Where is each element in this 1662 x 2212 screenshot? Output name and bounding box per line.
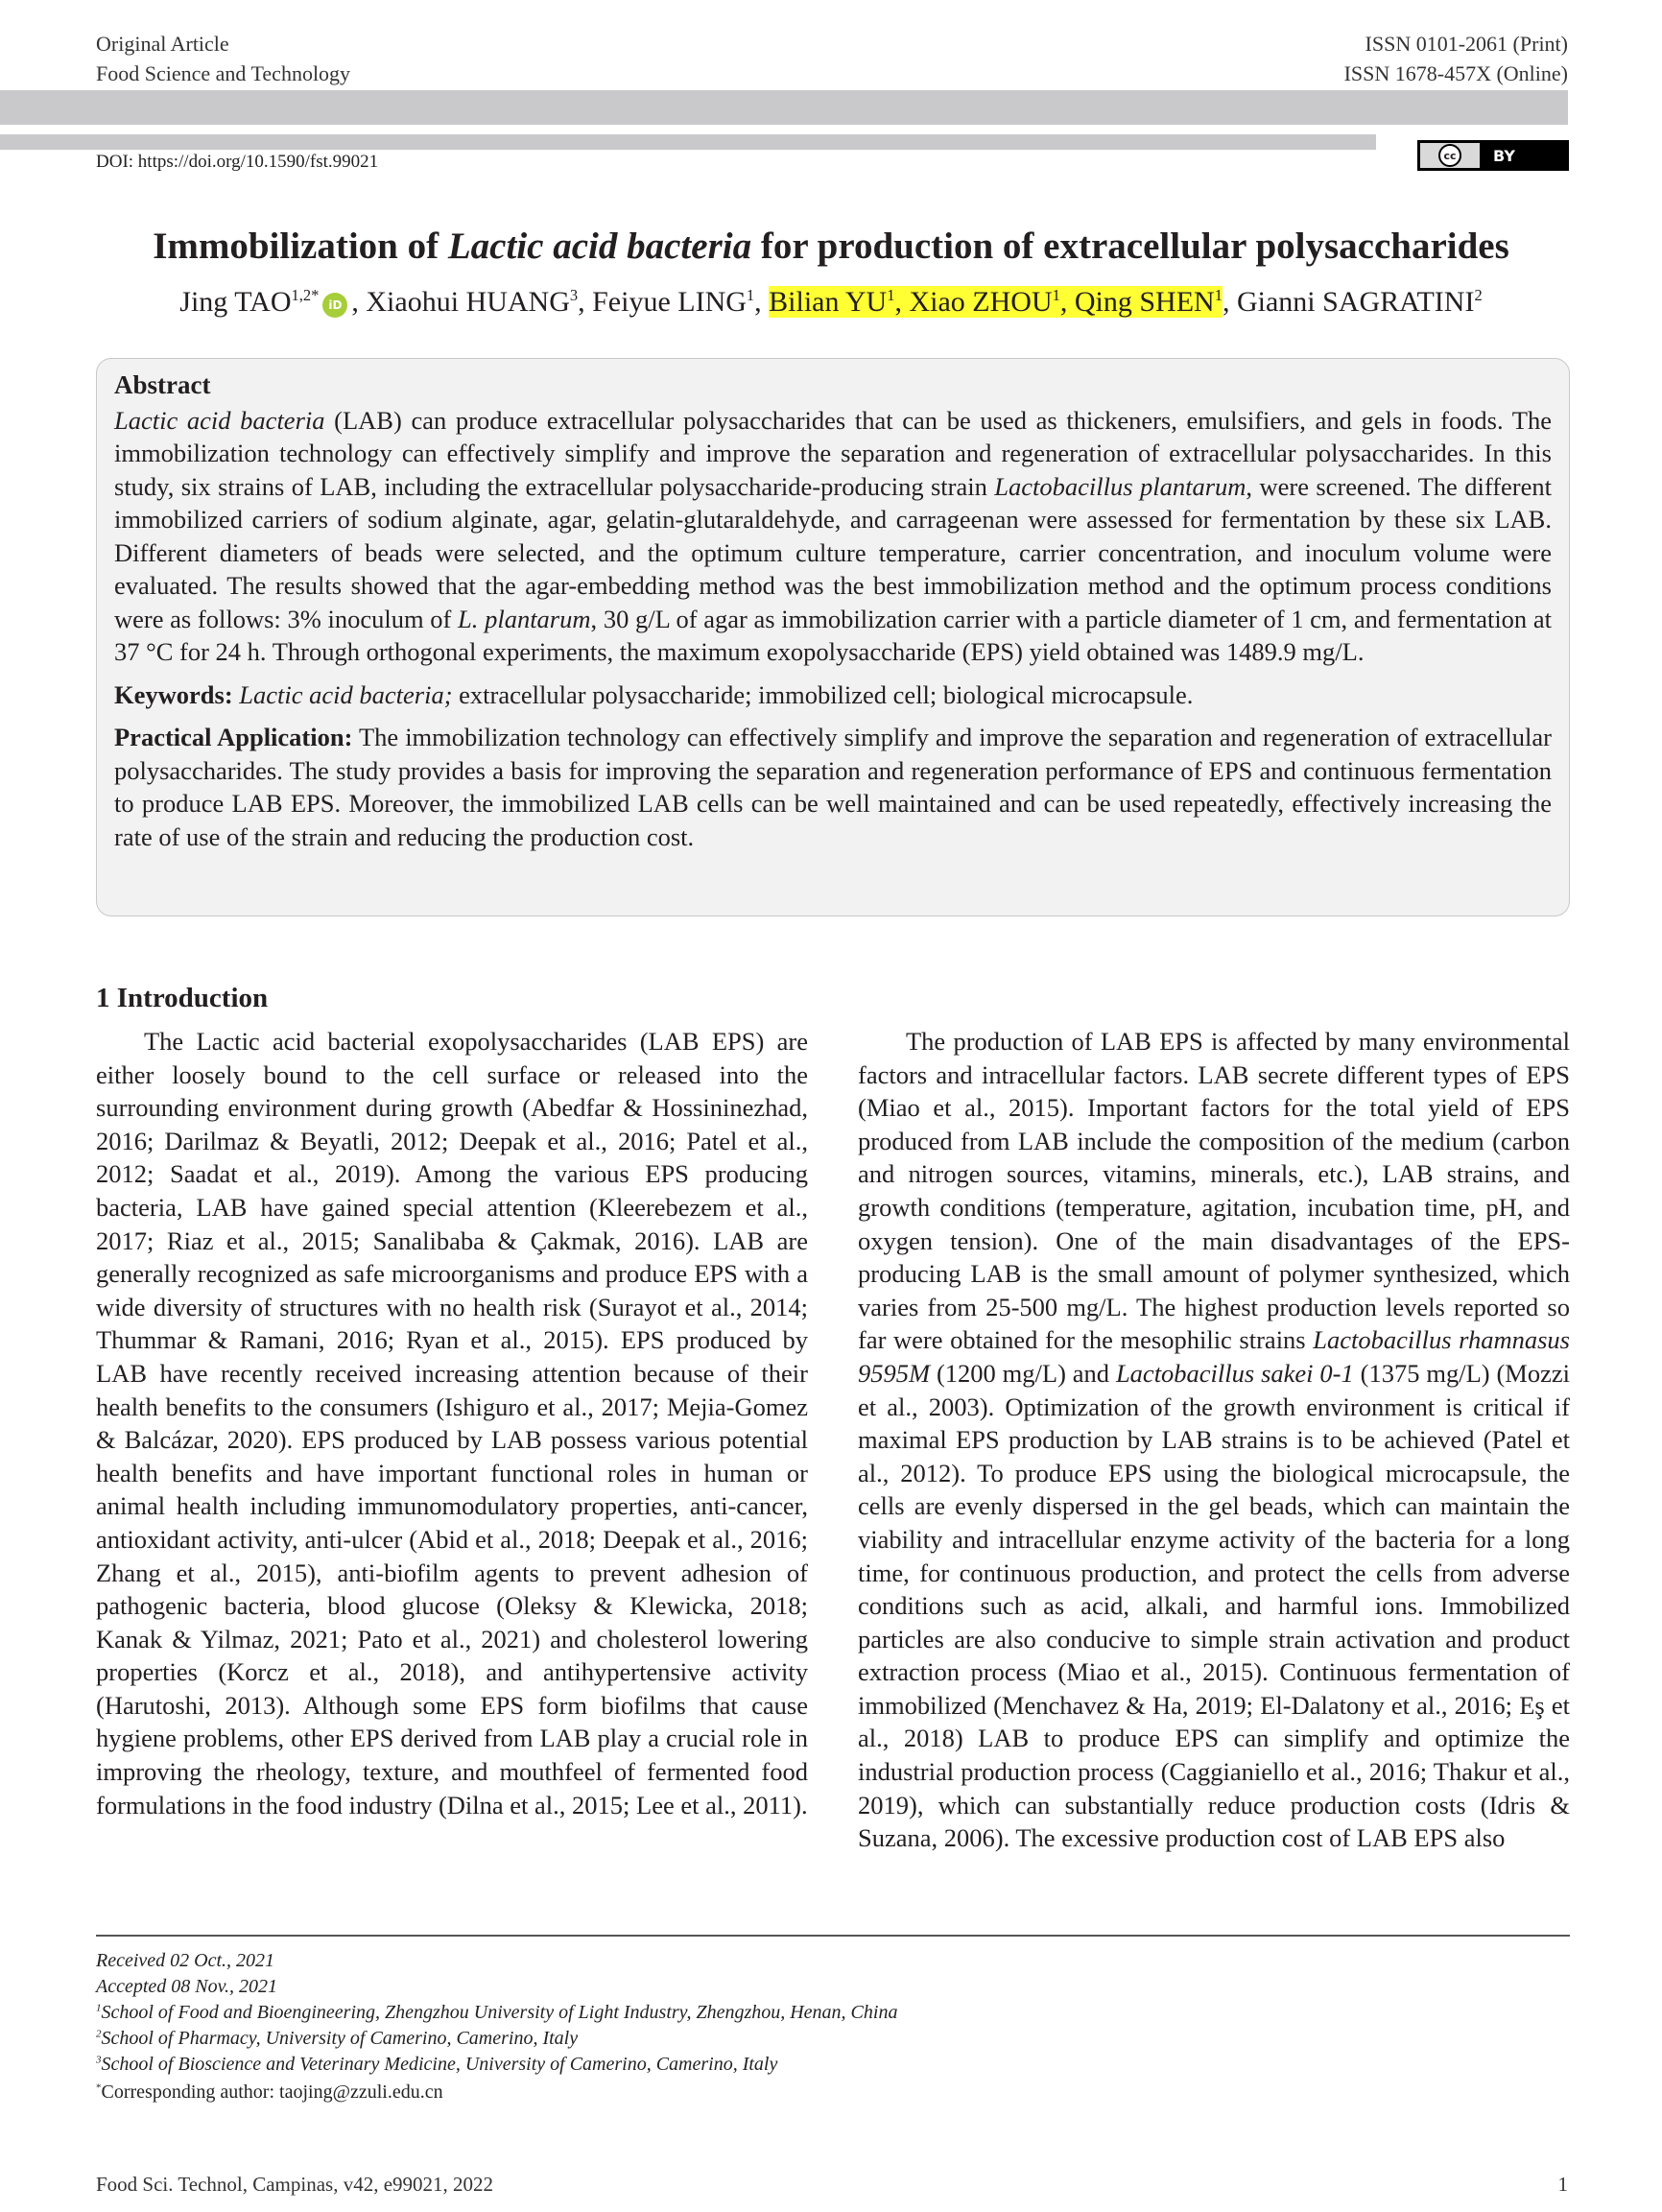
affiliation-2: $^2$School of Pharmacy, University of Camerino, Camerino, Italy — [96, 2028, 579, 2049]
author: Xiaohui HUANG$^3$ — [366, 286, 579, 318]
intro-paragraph: The production of LAB EPS is affected by many environmental factors and intracellular factors. LAB secrete different types of EPS (Miao et al., 2015). Important factors for the total yield of EPS produced from LAB include the composition of the medium (carbon and nitrogen sources, vitamins, minerals, etc.), LAB strains, and growth conditions (temperature, agitation, incubation time, pH, and oxygen tension). One of the main disadvantages of the EPS-producing LAB is the small amount of polymer synthesized, which varies from 25-500 mg/L. The highest production levels reported so far were obtained for the mesophilic strains Lactobacillus rhamnasus 9595M (1200 mg/L) and Lactobacillus sakei 0-1 (1375 mg/L) (Mozzi et al., 2003). Optimization of the growth environment is critical if maximal EPS production by LAB strains is to be achieved (Patel et al., 2012). To produce EPS using the biological microcapsule, the cells are evenly dispersed in the gel beads, which can maintain the viability and intracellular enzyme activity of the bacteria for a long time, for continuous production, and protect the cells from adverse conditions such as acid, alkali, and harmful ions. Immobilized particles are also conducive to simple strain activation and product extraction process (Miao et al., 2015). Continuous fermentation of immobilized (Menchavez & Ha, 2019; El-Dalatony et al., 2016; Eş et al., 2018) LAB to produce EPS can simplify and optimize the industrial production process (Caggianiello et al., 2016; Thakur et al., 2019), which can substantially reduce production costs (Idris & Suzana, 2006). The excessive production cost of LAB EPS also — [858, 1027, 1570, 1853]
page-footer-citation: Food Sci. Technol, Campinas, v42, e99021, 2022 — [96, 2173, 494, 2196]
journal-name: Food Science and Technology — [96, 61, 351, 85]
issn-print: ISSN 0101-2061 (Print) — [1365, 32, 1568, 56]
abstract-box — [96, 358, 1570, 916]
highlighted-authors: Bilian $YU^1$, Xiao ZHOU$^1$, Qing SHEN$^1$ — [769, 286, 1223, 318]
title-italic: Lactic acid bacteria — [447, 226, 752, 267]
cc-license-badge[interactable] — [1417, 140, 1569, 171]
intro-right-column — [858, 1025, 1570, 1855]
title-part1: Immobilization of — [153, 226, 448, 267]
abstract-heading: Abstract — [114, 370, 211, 399]
received-date: Received 02 Oct., 2021 — [96, 1950, 275, 1971]
section-heading-introduction: 1 Introduction — [96, 983, 269, 1013]
author-list: Jing $TAO^{1,2*}iD$ , Xiaohui HUANG$^3$, Feiyue LING$^1$, Bilian $YU^1$, Xiao ZHOU$^1$, Qing SHEN$^1$, Gianni SAGRATINI$^2$ — [179, 286, 1483, 318]
cc-icon: cc — [1438, 144, 1461, 167]
issn-online: ISSN 1678-457X (Online) — [1343, 61, 1568, 85]
author: Gianni SAGRATINI$^2$ — [1236, 286, 1483, 318]
affiliation-3: $^3$School of Bioscience and Veterinary Medicine, University of Camerino, Camerino, Italy — [96, 2054, 778, 2075]
cc-icon-area — [1420, 143, 1480, 168]
footnote-divider — [96, 1935, 1570, 1937]
doi-link[interactable]: DOI: https://doi.org/10.1590/fst.99021 — [96, 152, 379, 172]
article-title — [0, 225, 1662, 268]
affiliation-1: $^1$School of Food and Bioengineering, Zhengzhou University of Light Industry, Zhengzhou, Henan, China — [96, 2002, 898, 2023]
orcid-icon[interactable]: iD — [322, 293, 347, 318]
article-type: Original Article — [96, 32, 229, 56]
author: Bilian $YU^1$ — [769, 286, 895, 318]
abstract-text: Lactic acid bacteria (LAB) can produce extracellular polysaccharides that can be used as thickeners, emulsifiers, and gels in foods. The immobilization technology can effectively simplify and improve the separation and regeneration of extracellular polysaccharides. In this study, six strains of LAB, including the extracellular polysaccharide-producing strain Lactobacillus plantarum, were screened. The different immobilized carriers of sodium alginate, agar, gelatin-glutaraldehyde, and carrageenan were assessed for fermentation by these six LAB. Different diameters of beads were selected, and the optimum culture temperature, carrier concentration, and inoculum volume were evaluated. The results showed that the agar-embedding method was the best immobilization method and the optimum process conditions were as follows: 3% inoculum of L. plantarum, 30 g/L of agar as immobilization carrier with a particle diameter of 1 cm, and fermentation at 37 °C for 24 h. Through orthogonal experiments, the maximum exopolysaccharide (EPS) yield obtained was 1489.9 mg/L. — [114, 405, 1552, 666]
intro-paragraph: The Lactic acid bacterial exopolysaccharides (LAB EPS) are either loosely bound to the cell surface or released into the surrounding environment during growth (Abedfar & Hossininezhad, 2016; Darilmaz & Beyatli, 2012; Deepak et al., 2016; Patel et al., 2012; Saadat et al., 2019). Among the various EPS producing bacteria, LAB have gained special attention (Kleerebezem et al., 2017; Riaz et al., 2015; Sanalibaba & Çakmak, 2016). LAB are generally recognized as safe microorganisms and produce EPS with a wide diversity of structures with no health risk (Surayot et al., 2014; Thummar & Ramani, 2016; Ryan et al., 2015). EPS produced by LAB have recently received increasing attention because of their health benefits to the consumers (Ishiguro et al., 2017; Mejia-Gomez & Balcázar, 2020). EPS produced by LAB possess various potential health benefits and have important functional roles in human or animal health including immunomodulatory properties, anti-cancer, antioxidant activity, anti-ulcer (Abid et al., 2018; Deepak et al., 2016; Zhang et al., 2015), anti-biofilm agents to prevent adhesion of pathogenic bacteria, blood glucose (Oleksy & Klewicka, 2018; Kanak & Yilmaz, 2021; Pato et al., 2021) and cholesterol lowering properties (Korcz et al., 2018), and antihypertensive activity (Harutoshi, 2013). Although some EPS form biofilms that cause hygiene problems, other EPS derived from LAB play a crucial role in improving the rheology, texture, and mouthfeel of fermented food formulations in the food industry (Dilna et al., 2015; Lee et al., 2011). — [96, 1027, 808, 1820]
intro-left-column — [96, 1025, 808, 1821]
author: Jing $TAO^{1,2*}$ — [179, 286, 320, 318]
issn-block — [1344, 29, 1568, 88]
keywords: Keywords: Lactic acid bacteria; extracellular polysaccharide; immobilized cell; biological microcapsule. — [114, 679, 1194, 709]
page-number: 1 — [1557, 2173, 1568, 2196]
author: Qing SHEN$^1$ — [1074, 286, 1223, 318]
journal-header — [96, 29, 350, 88]
header-bar — [0, 90, 1568, 125]
author: Feiyue LING$^1$ — [592, 286, 755, 318]
corresponding-author: *Corresponding author: taojing@zzuli.edu.cn — [96, 2081, 443, 2103]
license-by-label: BY — [1493, 146, 1515, 165]
footnotes — [96, 1948, 897, 2105]
practical-application: Practical Application: The immobilization technology can effectively simplify and improve the separation and regeneration of extracellular polysaccharides. The study provides a basis for improving the separation and regeneration performance of EPS and continuous fermentation to produce LAB EPS. Moreover, the immobilized LAB cells can be well maintained and can be used repeatedly, effectively increasing the rate of use of the strain and reducing the production cost. — [114, 723, 1552, 851]
title-part2: for production of extracellular polysaccharides — [751, 226, 1509, 267]
accepted-date: Accepted 08 Nov., 2021 — [96, 1976, 278, 1997]
header-bar-secondary — [0, 134, 1376, 150]
author: Xiao ZHOU$^1$ — [909, 286, 1060, 318]
